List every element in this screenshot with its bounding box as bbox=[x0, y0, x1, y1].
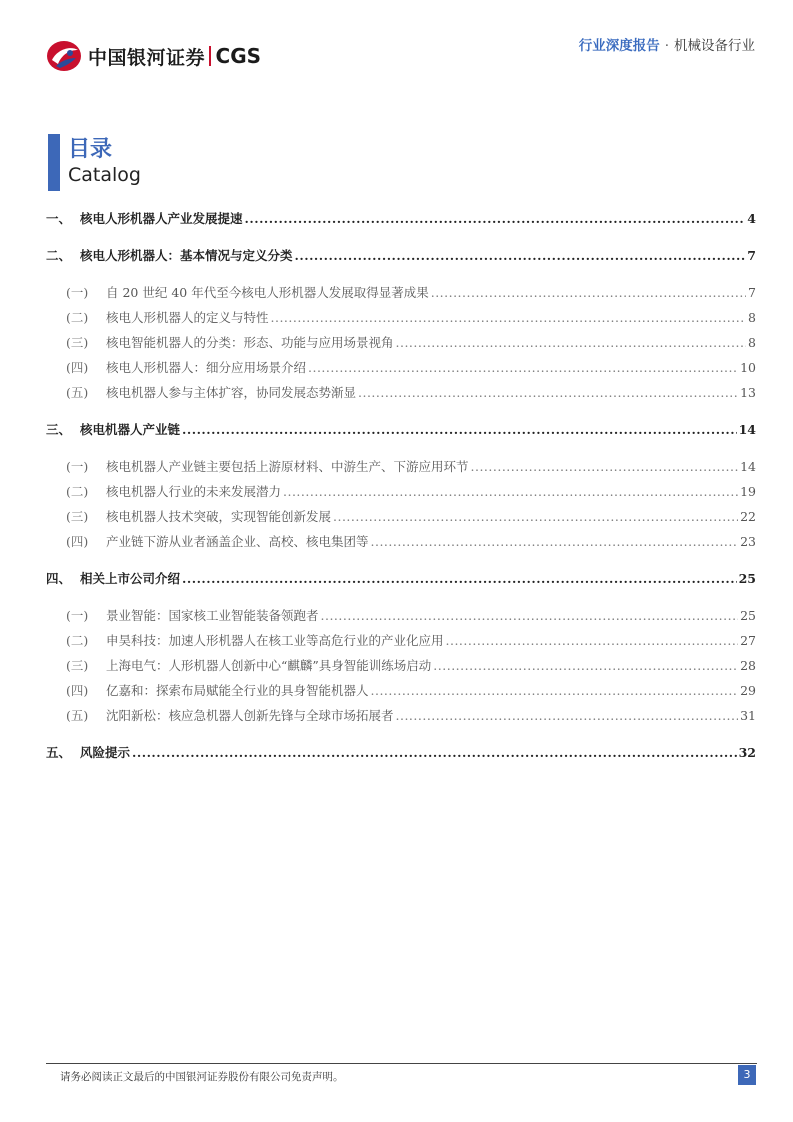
report-category bbox=[579, 34, 755, 54]
toc-page: 7 bbox=[747, 248, 756, 263]
toc-number: (三) bbox=[66, 658, 89, 673]
toc-leader bbox=[446, 628, 739, 653]
toc-page: 10 bbox=[740, 360, 756, 375]
toc-label: 产业链下游从业者涵盖企业、高校、核电集团等 bbox=[106, 534, 369, 549]
toc-page: 29 bbox=[740, 683, 756, 698]
logo-text-en: CGS bbox=[215, 44, 262, 68]
toc-page: 4 bbox=[747, 211, 756, 226]
title-cn: 目录 bbox=[68, 137, 113, 162]
toc-number: (三) bbox=[66, 335, 89, 350]
footer-disclaimer: 请务必阅读正文最后的中国银河证券股份有限公司免责声明。 bbox=[60, 1071, 344, 1083]
toc-label: 上海电气：人形机器人创新中心“麒麟”具身智能训练场启动 bbox=[106, 658, 432, 673]
toc-leader bbox=[271, 305, 747, 330]
toc-label: 相关上市公司介绍 bbox=[80, 571, 181, 586]
toc-subsection[interactable] bbox=[46, 454, 756, 479]
toc-label: 核电机器人技术突破，实现智能创新发展 bbox=[106, 509, 332, 524]
toc-number: (一) bbox=[66, 285, 89, 300]
toc-leader bbox=[396, 703, 739, 728]
industry-label: 机械设备行业 bbox=[674, 38, 755, 54]
toc-label: 景业智能：国家核工业智能装备领跑者 bbox=[106, 608, 319, 623]
toc-number: 一、 bbox=[46, 211, 72, 226]
toc-page: 25 bbox=[738, 571, 756, 586]
toc-leader bbox=[182, 417, 737, 442]
toc-subsection[interactable] bbox=[46, 678, 756, 703]
report-type: 行业深度报告 bbox=[578, 38, 660, 54]
page-header bbox=[0, 0, 793, 80]
cgs-logo-icon bbox=[46, 40, 82, 72]
header-separator: · bbox=[664, 38, 669, 54]
toc-subsection[interactable] bbox=[46, 603, 756, 628]
toc-number: (五) bbox=[66, 385, 89, 400]
toc-page: 31 bbox=[740, 708, 756, 723]
toc-section[interactable] bbox=[46, 206, 756, 231]
toc-number: (一) bbox=[66, 608, 89, 623]
toc-label: 核电人形机器人：细分应用场景介绍 bbox=[106, 360, 307, 375]
toc-label: 风险提示 bbox=[80, 745, 131, 760]
toc-number: (五) bbox=[66, 708, 89, 723]
toc-section[interactable] bbox=[46, 740, 756, 765]
toc-number: 三、 bbox=[46, 422, 72, 437]
toc-subsection[interactable] bbox=[46, 628, 756, 653]
title-en: Catalog bbox=[68, 164, 141, 186]
toc-page: 32 bbox=[738, 745, 756, 760]
toc-page: 25 bbox=[740, 608, 756, 623]
toc-subsection[interactable] bbox=[46, 479, 756, 504]
toc-leader bbox=[283, 479, 738, 504]
toc-page: 14 bbox=[738, 422, 756, 437]
toc-number: (四) bbox=[66, 534, 89, 549]
toc-number: 五、 bbox=[46, 745, 72, 760]
toc-section[interactable] bbox=[46, 566, 756, 591]
toc-leader bbox=[433, 653, 738, 678]
toc-number: (二) bbox=[66, 310, 89, 325]
toc-leader bbox=[371, 529, 739, 554]
toc-subsection[interactable] bbox=[46, 529, 756, 554]
title-accent-bar bbox=[48, 134, 60, 191]
toc-number: (一) bbox=[66, 459, 89, 474]
toc-label: 核电机器人产业链主要包括上游原材料、中游生产、下游应用环节 bbox=[106, 459, 469, 474]
toc-leader bbox=[358, 380, 738, 405]
toc-page: 8 bbox=[748, 335, 756, 350]
toc-subsection[interactable] bbox=[46, 380, 756, 405]
toc-leader bbox=[132, 740, 737, 765]
page-number: 3 bbox=[738, 1065, 756, 1085]
toc-subsection[interactable] bbox=[46, 653, 756, 678]
toc-page: 14 bbox=[740, 459, 756, 474]
logo-text-cn: 中国银河证券 bbox=[88, 46, 206, 69]
toc-label: 申昊科技：加速人形机器人在核工业等高危行业的产业化应用 bbox=[106, 633, 444, 648]
toc-label: 核电人形机器人产业发展提速 bbox=[80, 211, 243, 226]
toc-subsection[interactable] bbox=[46, 305, 756, 330]
toc-subsection[interactable] bbox=[46, 330, 756, 355]
footer-divider bbox=[46, 1063, 757, 1064]
toc-page: 19 bbox=[740, 484, 756, 499]
toc-label: 自 20 世纪 40 年代至今核电人形机器人发展取得显著成果 bbox=[106, 285, 429, 300]
toc-number: 四、 bbox=[46, 571, 72, 586]
toc-leader bbox=[471, 454, 739, 479]
toc-page: 13 bbox=[740, 385, 756, 400]
toc-subsection[interactable] bbox=[46, 355, 756, 380]
toc-number: (四) bbox=[66, 360, 89, 375]
toc-number: (三) bbox=[66, 509, 89, 524]
toc-label: 核电智能机器人的分类：形态、功能与应用场景视角 bbox=[106, 335, 394, 350]
toc-page: 23 bbox=[740, 534, 756, 549]
toc-label: 核电机器人行业的未来发展潜力 bbox=[106, 484, 282, 499]
toc-subsection[interactable] bbox=[46, 504, 756, 529]
toc-page: 27 bbox=[740, 633, 756, 648]
toc-leader bbox=[371, 678, 739, 703]
toc-subsection[interactable] bbox=[46, 280, 756, 305]
toc-label: 核电机器人产业链 bbox=[80, 422, 181, 437]
toc-subsection[interactable] bbox=[46, 703, 756, 728]
toc-number: (四) bbox=[66, 683, 89, 698]
toc-label: 核电机器人参与主体扩容，协同发展态势渐显 bbox=[106, 385, 357, 400]
toc-section[interactable] bbox=[46, 243, 756, 268]
toc-page: 22 bbox=[740, 509, 756, 524]
toc-label: 核电人形机器人的定义与特性 bbox=[106, 310, 269, 325]
toc-leader bbox=[245, 206, 746, 231]
toc-leader bbox=[431, 280, 746, 305]
toc-leader bbox=[396, 330, 747, 355]
company-logo bbox=[46, 40, 261, 72]
logo-divider bbox=[209, 46, 211, 66]
toc-section[interactable] bbox=[46, 417, 756, 442]
toc-label: 亿嘉和：探索布局赋能全行业的具身智能机器人 bbox=[106, 683, 369, 698]
toc-label: 沈阳新松：核应急机器人创新先锋与全球市场拓展者 bbox=[106, 708, 394, 723]
toc-number: 二、 bbox=[46, 248, 72, 263]
toc-page: 7 bbox=[748, 285, 756, 300]
toc-leader bbox=[182, 566, 737, 591]
toc-leader bbox=[321, 603, 739, 628]
toc-page: 8 bbox=[748, 310, 756, 325]
toc-label: 核电人形机器人：基本情况与定义分类 bbox=[80, 248, 293, 263]
table-of-contents bbox=[46, 206, 756, 765]
toc-leader bbox=[333, 504, 738, 529]
toc-number: (二) bbox=[66, 484, 89, 499]
toc-number: (二) bbox=[66, 633, 89, 648]
toc-page: 28 bbox=[740, 658, 756, 673]
toc-leader bbox=[295, 243, 746, 268]
toc-leader bbox=[308, 355, 738, 380]
